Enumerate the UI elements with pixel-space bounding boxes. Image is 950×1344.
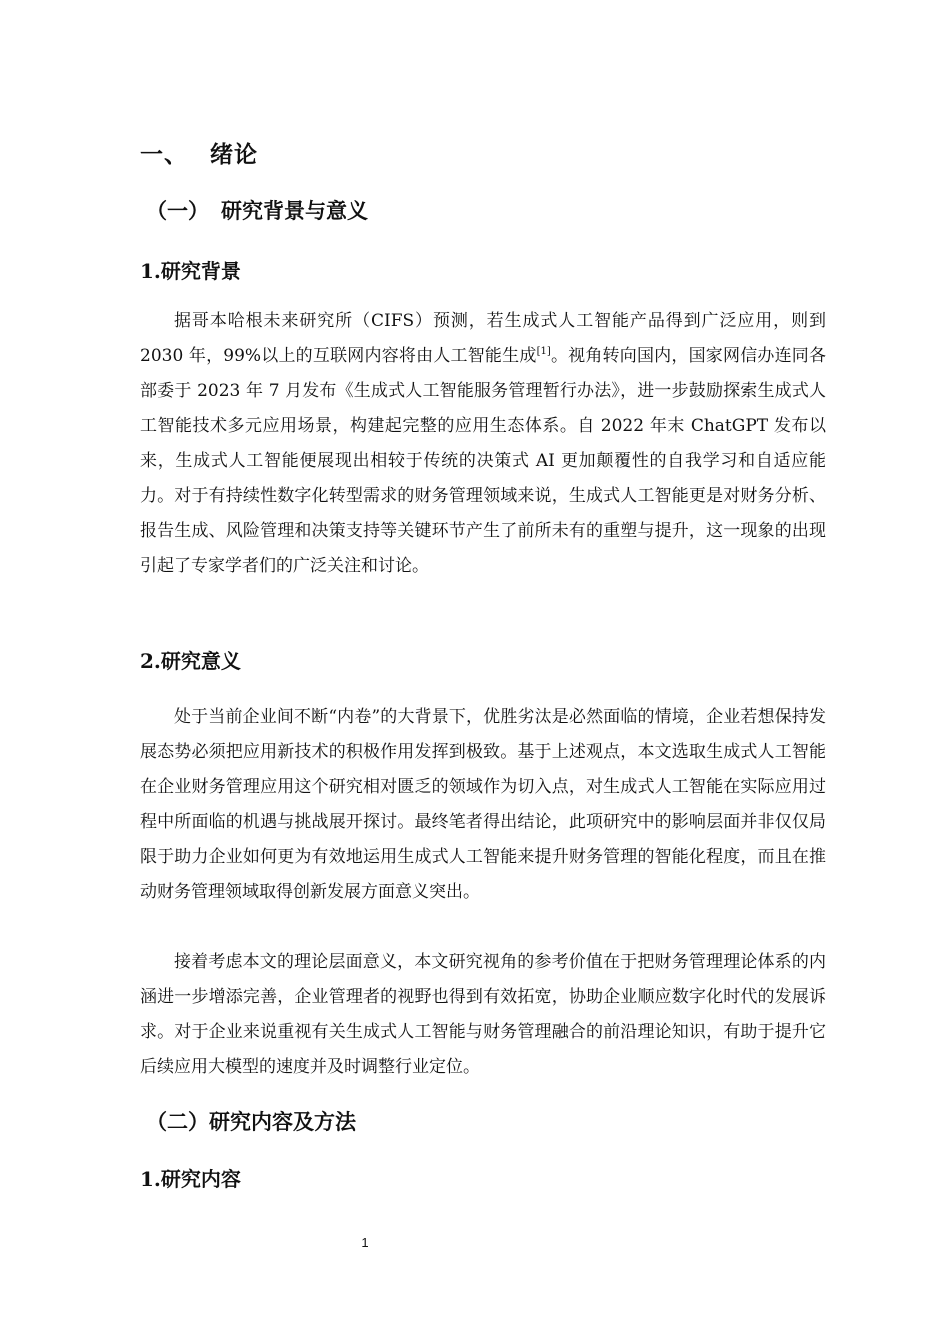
chapter-number: 一、 xyxy=(140,141,188,168)
subsection-heading-background: 1.研究背景 xyxy=(140,259,241,283)
citation-mark: [1] xyxy=(536,346,551,357)
subsection-heading-content: 1.研究内容 xyxy=(140,1167,241,1191)
section-heading-content-method: （二）研究内容及方法 xyxy=(146,1109,356,1134)
subsection-heading-significance: 2.研究意义 xyxy=(140,649,241,673)
section-heading-background xyxy=(146,195,368,225)
paragraph-significance: 处于当前企业间不断“内卷”的大背景下，优胜劣汰是必然面临的情境，企业若想保持发展态势必须把应用新技术的积极作用发挥到极致。基于上述观点，本文选取生成式人工智能在企业财务管理应用这个研究相对匮乏的领域作为切入点，对生成式人工智能在实际应用过程中所面临的机遇与挑战展开探讨。最终笔者得出结论，此项研究中的影响层面并非仅仅局限于助力企业如何更为有效地运用生成式人工智能来提升财务管理的智能化程度，而且在推动财务管理领域取得创新发展方面意义突出。 xyxy=(140,707,826,902)
chapter-title: 绪论 xyxy=(210,141,258,168)
paragraph-text: 据哥本哈根未来研究所（CIFS）预测，若生成式人工智能产品得到广泛应用，则到 2030 年，99%以上的互联网内容将由人工智能生成 xyxy=(140,311,826,366)
paragraph-text-continued: 。视角转向国内，国家网信办连同各部委于 2023 年 7 月发布《生成式人工智能服务管理暂行办法》，进一步鼓励探索生成式人工智能技术多元应用场景，构建起完整的应用生态体系。自 2022 年末 ChatGPT 发布以来，生成式人工智能便展现出相较于传统的决策式 AI 更加颠覆性的自我学习和自适应能力。对于有持续性数字化转型需求的财务管理领域来说，生成式人工智能更是对财务分析、报告生成、风险管理和决策支持等关键环节产生了前所未有的重塑与提升，这一现象的出现引起了专家学者们的广泛关注和讨论。 xyxy=(140,346,827,576)
chapter-heading xyxy=(140,136,258,169)
section-title: 研究背景与意义 xyxy=(221,198,368,223)
paragraph-theory: 接着考虑本文的理论层面意义，本文研究视角的参考价值在于把财务管理理论体系的内涵进一步增添完善，企业管理者的视野也得到有效拓宽，协助企业顺应数字化时代的发展诉求。对于企业来说重视有关生成式人工智能与财务管理融合的前沿理论知识，有助于提升它后续应用大模型的速度并及时调整行业定位。 xyxy=(140,952,826,1077)
paragraph-background xyxy=(140,304,826,584)
page-number: 1 xyxy=(361,1235,369,1250)
section-number: （一） xyxy=(146,198,209,223)
